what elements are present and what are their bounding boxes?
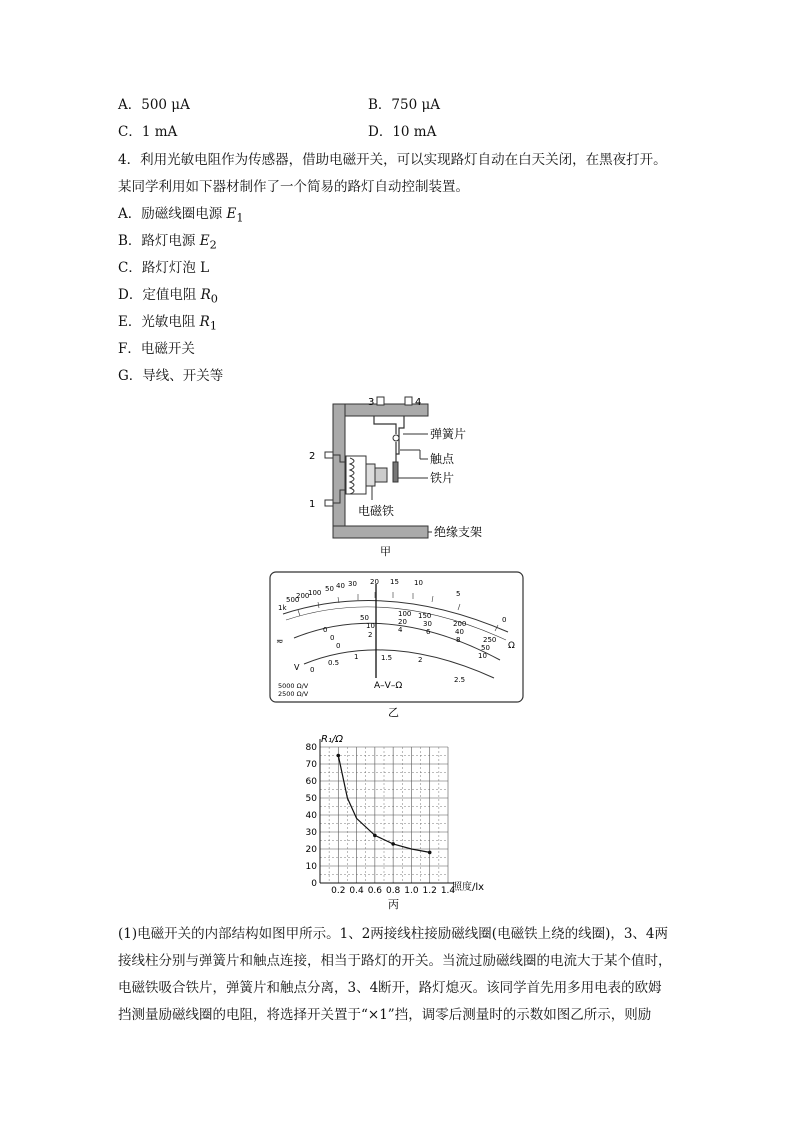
ohm-tick-10: 10 xyxy=(414,579,423,587)
terminal-1-label: 1 xyxy=(309,499,316,510)
x-tick-label: 0.6 xyxy=(367,886,383,896)
ac-2: 2 xyxy=(418,656,423,664)
meter-center-label: A–V–Ω xyxy=(374,681,403,691)
contact-label: 触点 xyxy=(430,452,455,466)
ohm-tick-0: 0 xyxy=(502,616,507,624)
y-tick-label: 40 xyxy=(305,811,317,821)
ohm-tick-50: 50 xyxy=(325,585,334,593)
meter-spec-2: 2500 Ω/V xyxy=(278,690,309,698)
ohm-tick-200: 200 xyxy=(296,592,310,600)
part1-line-1: (1)电磁开关的内部结构如图甲所示。1、2两接线柱接励磁线圈(电磁铁上绕的线圈)，3、4两 xyxy=(118,926,669,942)
x-tick-label: 1.0 xyxy=(404,886,419,896)
dc-b-50: 50 xyxy=(481,644,490,652)
ohm-tick-500: 500 xyxy=(286,596,300,604)
y-tick-label: 50 xyxy=(305,794,317,804)
ohm-tick-40: 40 xyxy=(336,582,345,590)
ohm-tick-20: 20 xyxy=(370,578,379,586)
chart-point xyxy=(428,851,432,855)
dc-a-250: 250 xyxy=(483,636,497,644)
figure-jia-caption: 甲 xyxy=(380,545,391,558)
spring-plate-label: 弹簧片 xyxy=(430,427,467,441)
chart-grid xyxy=(320,747,448,883)
dc-a-200: 200 xyxy=(453,620,467,628)
x-tick-label: 1.4 xyxy=(440,886,456,896)
figure-multimeter-dial xyxy=(268,570,526,720)
chart-y-label: R₁/Ω xyxy=(321,734,343,745)
x-tick-label: 0.2 xyxy=(331,886,346,896)
dc-a-0: 0 xyxy=(323,626,328,634)
chart-ticks xyxy=(306,743,456,896)
dc-c-0: 0 xyxy=(336,642,341,650)
ohm-tick-30: 30 xyxy=(348,580,357,588)
dc-c-8: 8 xyxy=(456,636,461,644)
y-tick-label: 60 xyxy=(305,777,317,787)
material-b: B．路灯电源 $E_2$ xyxy=(118,233,217,252)
q4-line1: 4．利用光敏电阻作为传感器，借助电磁开关，可以实现路灯自动在白天关闭，在黑夜打开。 xyxy=(118,152,667,168)
ohm-tick-100: 100 xyxy=(308,589,322,597)
figure-yi-caption: 乙 xyxy=(388,706,399,719)
y-tick-label: 0 xyxy=(311,879,317,889)
ac-1-5: 1.5 xyxy=(381,654,393,662)
option-a: A．500 μA xyxy=(118,97,190,113)
y-tick-label: 10 xyxy=(305,862,317,872)
ac-mode-symbol: V xyxy=(294,663,300,672)
y-tick-label: 20 xyxy=(305,845,317,855)
chart-point xyxy=(373,834,377,838)
figure-resistance-chart xyxy=(290,728,530,914)
y-tick-label: 80 xyxy=(305,743,317,753)
y-tick-label: 30 xyxy=(305,828,317,838)
dc-c-10: 10 xyxy=(478,652,487,660)
dc-b-20: 20 xyxy=(398,618,407,626)
dc-c-4: 4 xyxy=(398,626,403,634)
chart-axes xyxy=(320,739,454,883)
option-b: B．750 μA xyxy=(368,97,441,113)
ohm-tick-1k: 1k xyxy=(278,604,287,612)
x-tick-label: 1.2 xyxy=(422,886,437,896)
q4-line2: 某同学利用如下器材制作了一个简易的路灯自动控制装置。 xyxy=(118,179,469,195)
material-a: A．励磁线圈电源 $E_1$ xyxy=(118,206,244,225)
dc-a-50: 50 xyxy=(360,614,369,622)
x-tick-label: 0.4 xyxy=(349,886,364,896)
dc-mode-symbol: ≂ xyxy=(276,637,284,647)
terminal-4-label: 4 xyxy=(415,397,422,408)
meter-spec-1: 5000 Ω/V xyxy=(278,682,309,690)
dc-b-0: 0 xyxy=(330,634,335,642)
option-d: D．10 mA xyxy=(368,124,437,140)
material-e: E．光敏电阻 $R_1$ xyxy=(118,314,217,333)
iron-plate-label: 铁片 xyxy=(430,471,455,485)
ac-0-5: 0.5 xyxy=(328,659,340,667)
part1-paragraph xyxy=(118,921,678,1029)
dc-b-10: 10 xyxy=(366,622,375,630)
figure-electromagnetic-switch xyxy=(300,392,520,562)
material-d: D．定值电阻 $R_0$ xyxy=(118,287,218,306)
chart-point xyxy=(391,842,395,846)
part1-line-2: 接线柱分别与弹簧片和触点连接，相当于路灯的开关。当流过励磁线圈的电流大于某个值时， xyxy=(118,953,672,969)
material-g: G．导线、开关等 xyxy=(118,368,224,384)
ac-2-5: 2.5 xyxy=(454,676,466,684)
part1-line-3: 电磁铁吸合铁片，弹簧片和触点分离，3、4断开，路灯熄灭。该同学首先用多用电表的欧姆 xyxy=(118,980,662,996)
dc-b-40: 40 xyxy=(455,628,464,636)
dc-a-100: 100 xyxy=(398,610,412,618)
terminal-2-label: 2 xyxy=(309,451,316,462)
dc-b-30: 30 xyxy=(423,620,432,628)
electromagnet-label: 电磁铁 xyxy=(358,504,395,518)
material-f: F．电磁开关 xyxy=(118,341,195,357)
y-tick-label: 70 xyxy=(305,760,317,770)
ohm-symbol: Ω xyxy=(508,641,515,651)
ac-1: 1 xyxy=(354,653,359,661)
figure-bing-caption: 丙 xyxy=(388,898,399,911)
ac-0: 0 xyxy=(310,666,315,674)
chart-point xyxy=(336,754,340,758)
dc-c-6: 6 xyxy=(426,628,431,636)
material-c: C．路灯灯泡 L xyxy=(118,260,210,276)
dc-c-2: 2 xyxy=(368,631,373,639)
insulating-support-label: 绝缘支架 xyxy=(434,525,483,539)
ohm-tick-15: 15 xyxy=(390,578,399,586)
chart-x-label: 照度/lx xyxy=(452,882,485,893)
option-c: C．1 mA xyxy=(118,124,178,140)
x-tick-label: 0.8 xyxy=(385,886,401,896)
dc-a-150: 150 xyxy=(418,612,432,620)
part1-line-4: 挡测量励磁线圈的电阻，将选择开关置于“×1”挡，调零后测量时的示数如图乙所示，则励 xyxy=(118,1007,652,1023)
terminal-3-label: 3 xyxy=(368,397,375,408)
ohm-tick-5: 5 xyxy=(456,590,461,598)
